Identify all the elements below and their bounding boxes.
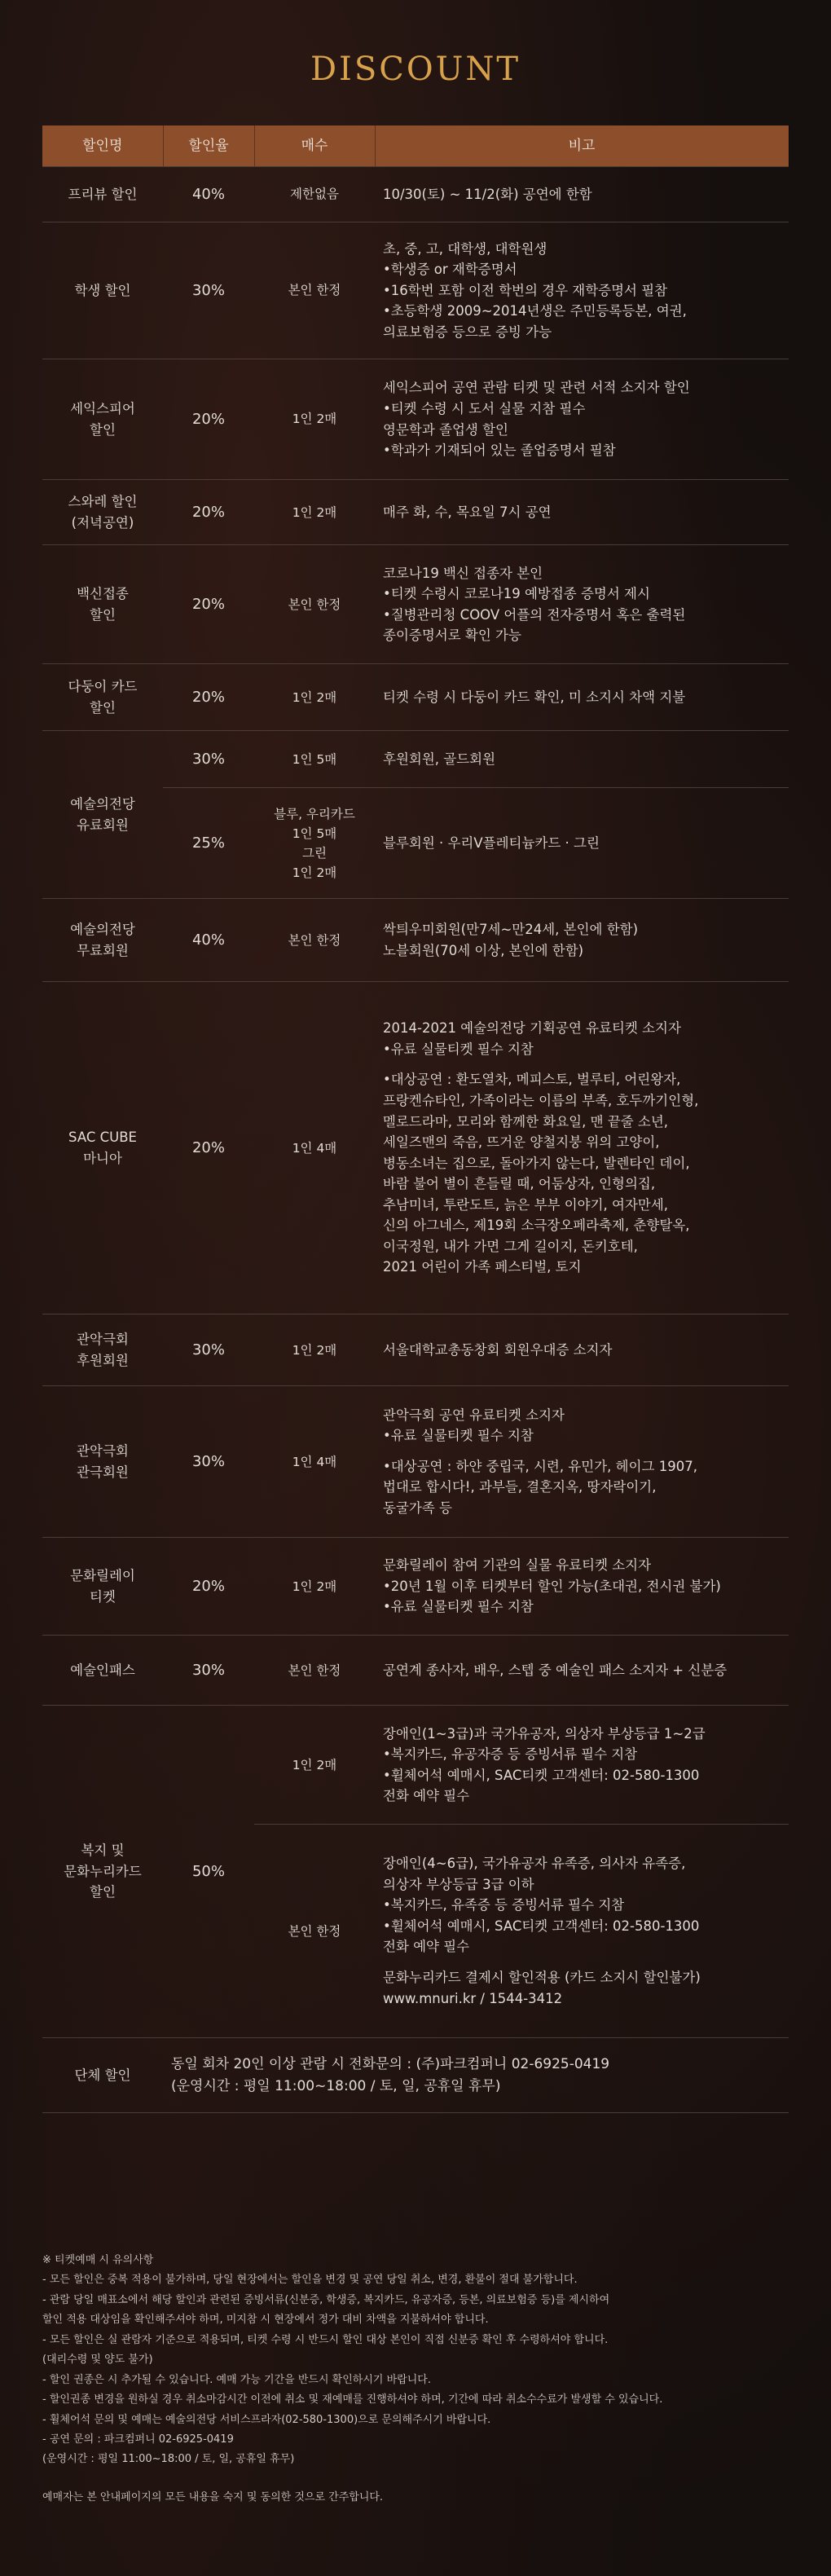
text-line: 2021 어린이 가족 페스티벌, 토지 — [383, 1259, 582, 1275]
discount-rate: 30% — [163, 1636, 254, 1706]
text-line: 세익스피어 공연 관람 티켓 및 관련 서적 소지자 할인 — [383, 380, 690, 396]
line-gap — [383, 1059, 780, 1069]
text-line: 관악극회 — [77, 1443, 129, 1460]
discount-rate: 20% — [163, 359, 254, 480]
text-line: •16학번 포함 이전 학번의 경우 재학증명서 필참 — [383, 282, 668, 298]
discount-remarks — [375, 1706, 789, 1825]
ticket-limit — [254, 788, 375, 899]
discount-rate: 20% — [163, 664, 254, 731]
text-line: 예술인패스 — [70, 1662, 135, 1678]
ticket-limit — [254, 664, 375, 731]
text-line: 블루, 우리카드 — [274, 806, 355, 821]
text-line: 1인 2매 — [292, 1342, 337, 1358]
discount-name — [42, 480, 163, 545]
text-line: 티켓 — [90, 1588, 116, 1605]
text-line: www.mnuri.kr / 1544-3412 — [383, 1990, 563, 2006]
text-line: 관악극회 — [77, 1332, 129, 1348]
ticket-limit — [254, 1706, 375, 1825]
header-name: 할인명 — [42, 125, 163, 167]
discount-rate: 50% — [163, 1706, 254, 2038]
text-line: •유료 실물티켓 필수 지참 — [383, 1599, 534, 1615]
discount-rate: 30% — [163, 222, 254, 359]
discount-remarks — [375, 664, 789, 731]
closing-statement: 예매자는 본 안내페이지의 모든 내용을 숙지 및 동의한 것으로 간주합니다. — [42, 2490, 384, 2503]
ticket-limit — [254, 359, 375, 480]
text-line: 종이증명서로 확인 가능 — [383, 627, 521, 644]
text-line: 세익스피어 — [70, 400, 135, 416]
discount-name — [42, 167, 163, 222]
text-line: 1인 2매 — [292, 689, 337, 705]
discount-rate: 40% — [163, 899, 254, 982]
table-row — [42, 731, 789, 788]
text-line: 전화 예약 필수 — [383, 1939, 470, 1955]
discount-remarks — [375, 1538, 789, 1636]
discount-name — [42, 222, 163, 359]
text-line: 후원회원, 골드회원 — [383, 751, 496, 767]
ticket-limit — [254, 1636, 375, 1706]
text-line: •학과가 기재되어 있는 졸업증명서 필참 — [383, 443, 616, 459]
text-line: 블루회원 · 우리V플레티늄카드 · 그린 — [383, 834, 600, 851]
text-line: 프리뷰 할인 — [68, 186, 138, 202]
discount-rate: 20% — [163, 982, 254, 1314]
text-line: 1인 5매 — [292, 826, 337, 841]
line-gap — [383, 1447, 780, 1456]
discount-name — [42, 1538, 163, 1636]
ticket-limit — [254, 1538, 375, 1636]
discount-name — [42, 899, 163, 982]
text-line: 이국정원, 내가 가면 그게 길이지, 돈키호테, — [383, 1238, 638, 1254]
header-remarks: 비고 — [375, 125, 789, 167]
ticket-limit — [254, 480, 375, 545]
text-line: 2014-2021 예술의전당 기획공연 유료티켓 소지자 — [383, 1020, 681, 1037]
text-line: - 할인 권종은 시 추가될 수 있습니다. 예매 가능 기간을 반드시 확인하시기 바랍니다. — [42, 2373, 431, 2386]
text-line: •휠체어석 예매시, SAC티켓 고객센터: 02-580-1300 — [383, 1918, 700, 1934]
discount-remarks — [375, 1825, 789, 2038]
discount-remarks — [163, 2038, 789, 2113]
table-row — [42, 359, 789, 480]
text-line: 예술의전당 — [70, 796, 135, 812]
table-row — [42, 1538, 789, 1636]
text-line: 관극회원 — [77, 1464, 129, 1480]
ticket-limit — [254, 731, 375, 788]
text-line: 본인 한정 — [288, 283, 341, 298]
text-line: 1인 2매 — [292, 1757, 337, 1772]
text-line: 세일즈맨의 죽음, 뜨거운 양철지붕 위의 고양이, — [383, 1134, 660, 1151]
text-line: - 휠체어석 문의 및 예매는 예술의전당 서비스프라자(02-580-1300)으로 문의해주시기 바랍니다. — [42, 2413, 491, 2426]
discount-name — [42, 664, 163, 731]
text-line: 무료회원 — [77, 942, 129, 958]
text-line: 의상자 부상등급 3급 이하 — [383, 1876, 534, 1892]
text-line: 서울대학교총동창회 회원우대증 소지자 — [383, 1341, 613, 1358]
discount-remarks — [375, 982, 789, 1314]
discount-remarks — [375, 167, 789, 222]
discount-remarks — [375, 222, 789, 359]
discount-remarks — [375, 731, 789, 788]
text-line: 1인 2매 — [292, 504, 337, 520]
text-line: 노블회원(70세 이상, 본인에 한함) — [383, 942, 584, 958]
text-line: - 공연 문의 : 파크컴퍼니 02-6925-0419 — [42, 2433, 234, 2446]
discount-name — [42, 1706, 163, 2038]
text-line: 장애인(1~3급)과 국가유공자, 의상자 부상등급 1~2급 — [383, 1725, 706, 1742]
text-line: 단체 할인 — [74, 2067, 131, 2083]
discount-name — [42, 359, 163, 480]
text-line: 영문학과 졸업생 할인 — [383, 421, 508, 438]
text-line: (운영시간 : 평일 11:00~18:00 / 토, 일, 공휴일 휴무) — [171, 2077, 501, 2094]
text-line: •유료 실물티켓 필수 지참 — [383, 1428, 534, 1444]
text-line: - 모든 할인은 실 관람자 기준으로 적용되며, 티켓 수령 시 반드시 할인 대상 본인이 직접 신분증 확인 후 수령하셔야 합니다. — [42, 2333, 609, 2346]
text-line: •대상공연 : 하얀 중립국, 시련, 유민가, 헤이그 1907, — [383, 1458, 697, 1474]
text-line: 1인 2매 — [292, 412, 337, 427]
text-line: 티켓 수령 시 다둥이 카드 확인, 미 소지시 차액 지불 — [383, 689, 686, 705]
text-line: (대리수령 및 양도 불가) — [42, 2354, 153, 2367]
text-line: 10/30(토) ~ 11/2(화) 공연에 한함 — [383, 186, 592, 202]
text-line: 그린 — [302, 845, 327, 861]
discount-remarks — [375, 788, 789, 899]
text-line: •유료 실물티켓 필수 지참 — [383, 1041, 534, 1057]
ticket-limit — [254, 982, 375, 1314]
text-line: 백신접종 — [77, 586, 129, 602]
discount-table — [42, 125, 789, 2113]
discount-rate: 25% — [163, 788, 254, 899]
text-line: 학생 할인 — [74, 282, 131, 298]
text-line: •티켓 수령 시 도서 실물 지참 필수 — [383, 400, 586, 416]
discount-rate: 30% — [163, 731, 254, 788]
text-line: 문화릴레이 — [70, 1568, 135, 1584]
discount-name — [42, 731, 163, 899]
table-row — [42, 1314, 789, 1386]
text-line: 예술의전당 — [70, 922, 135, 938]
discount-remarks — [375, 1636, 789, 1706]
text-line: 초, 중, 고, 대학생, 대학원생 — [383, 240, 547, 257]
table-row — [42, 167, 789, 222]
text-line: 싹틔우미회원(만7세~만24세, 본인에 한함) — [383, 922, 639, 938]
ticket-limit — [254, 1825, 375, 2038]
text-line: 1인 4매 — [292, 1454, 337, 1469]
text-line: 공연계 종사자, 배우, 스텝 중 예술인 패스 소지자 + 신분증 — [383, 1662, 728, 1678]
table-row — [42, 982, 789, 1314]
text-line: 1인 2매 — [292, 1579, 337, 1594]
text-line: 유료회원 — [77, 817, 129, 833]
text-line: •복지카드, 유공자증 등 증빙서류 필수 지참 — [383, 1746, 638, 1763]
text-line: 바람 불어 별이 흔들릴 때, 어둠상자, 인형의집, — [383, 1176, 656, 1192]
discount-remarks — [375, 480, 789, 545]
text-line: 법대로 합시다!, 과부들, 결혼지옥, 땅자락이기, — [383, 1479, 657, 1495]
text-line: •복지카드, 유족증 등 증빙서류 필수 지참 — [383, 1897, 625, 1913]
text-line: 문화누리카드 결제시 할인적용 (카드 소지시 할인불가) — [383, 1969, 701, 1985]
header-rate: 할인율 — [163, 125, 254, 167]
table-row — [42, 1636, 789, 1706]
text-line: 할인 — [90, 606, 116, 623]
text-line: 본인 한정 — [288, 1662, 341, 1678]
text-line: 프랑켄슈타인, 가족이라는 이름의 부족, 호두까기인형, — [383, 1092, 699, 1108]
text-line: •휠체어석 예매시, SAC티켓 고객센터: 02-580-1300 — [383, 1767, 700, 1783]
text-line: 신의 아그네스, 제19회 소극장오페라축제, 춘향탈옥, — [383, 1218, 690, 1234]
text-line: 추남미녀, 투란도트, 늙은 부부 이야기, 여자만세, — [383, 1196, 669, 1213]
text-line: 전화 예약 필수 — [383, 1788, 470, 1804]
discount-name — [42, 1636, 163, 1706]
text-line: •학생증 or 재학증명서 — [383, 262, 517, 278]
discount-remarks — [375, 545, 789, 664]
discount-remarks — [375, 359, 789, 480]
discount-rate: 20% — [163, 545, 254, 664]
discount-rate: 20% — [163, 1538, 254, 1636]
text-line: 제한없음 — [290, 187, 339, 202]
discount-rate: 30% — [163, 1314, 254, 1386]
table-row — [42, 1706, 789, 1825]
text-line: 1인 4매 — [292, 1140, 337, 1156]
table-header-row — [42, 125, 789, 167]
discount-name — [42, 2038, 163, 2113]
text-line: 본인 한정 — [288, 597, 341, 612]
text-line: •초등학생 2009~2014년생은 주민등록등본, 여권, — [383, 303, 687, 319]
table-row — [42, 664, 789, 731]
line-gap — [383, 1957, 780, 1967]
text-line: 동일 회차 20인 이상 관람 시 전화문의 : (주)파크컴퍼니 02-6925-0419 — [171, 2056, 610, 2073]
text-line: 후원회원 — [77, 1352, 129, 1368]
text-line: SAC CUBE — [68, 1129, 137, 1146]
text-line: 스와레 할인 — [68, 494, 138, 509]
text-line: 할인 — [90, 1884, 116, 1900]
text-line: 관악극회 공연 유료티켓 소지자 — [383, 1407, 565, 1423]
header-quantity: 매수 — [254, 125, 375, 167]
text-line: 할인 적용 대상임을 확인해주셔야 하며, 미지참 시 현장에서 정가 대비 차액을 지불하셔야 합니다. — [42, 2314, 489, 2327]
discount-remarks — [375, 1314, 789, 1386]
table-row — [42, 899, 789, 982]
text-line: •티켓 수령시 코로나19 예방접종 증명서 제시 — [383, 586, 650, 602]
discount-name — [42, 1314, 163, 1386]
discount-rate: 30% — [163, 1386, 254, 1538]
text-line: •20년 1월 이후 티켓부터 할인 가능(초대권, 전시권 불가) — [383, 1578, 721, 1594]
text-line: 문화릴레이 참여 기관의 실물 유료티켓 소지자 — [383, 1557, 652, 1574]
text-line: •대상공연 : 환도열차, 메피스토, 벌루티, 어린왕자, — [383, 1072, 681, 1088]
text-line: 멜로드라마, 모리와 함께한 화요일, 맨 끝줄 소년, — [383, 1113, 669, 1129]
text-line: 문화누리카드 — [64, 1863, 142, 1879]
text-line: 1인 5매 — [292, 751, 337, 767]
discount-name — [42, 1386, 163, 1538]
text-line: (저녁공연) — [71, 514, 134, 531]
text-line: 할인 — [90, 421, 116, 438]
text-line: 코로나19 백신 접종자 본인 — [383, 565, 543, 581]
text-line: 본인 한정 — [288, 1923, 341, 1939]
table-row — [42, 480, 789, 545]
ticket-limit — [254, 222, 375, 359]
ticket-limit — [254, 545, 375, 664]
text-line: 1인 2매 — [292, 865, 337, 880]
text-line: 병동소녀는 집으로, 돌아가지 않는다, 발렌타인 데이, — [383, 1155, 690, 1171]
table-row — [42, 545, 789, 664]
discount-name — [42, 982, 163, 1314]
text-line: 장애인(4~6급), 국가유공자 유족증, 의사자 유족증, — [383, 1856, 686, 1872]
discount-rate: 40% — [163, 167, 254, 222]
discount-remarks — [375, 899, 789, 982]
text-line: (운영시간 : 평일 11:00~18:00 / 토, 일, 공휴일 휴무) — [42, 2453, 295, 2466]
text-line: 본인 한정 — [288, 932, 341, 948]
text-line: 할인 — [90, 699, 116, 716]
text-line: 마니아 — [83, 1150, 122, 1166]
booking-notes — [42, 2251, 789, 2508]
text-line: 매주 화, 수, 목요일 7시 공연 — [383, 504, 552, 520]
ticket-limit — [254, 167, 375, 222]
ticket-limit — [254, 1386, 375, 1538]
ticket-limit — [254, 899, 375, 982]
text-line: 동굴가족 등 — [383, 1499, 452, 1516]
page-title: DISCOUNT — [310, 51, 521, 88]
text-line: - 관람 당일 매표소에서 해당 할인과 관련된 증빙서류(신분증, 학생증, 복지카드, 유공자증, 등본, 의료보험증 등)를 제시하여 — [42, 2293, 610, 2306]
text-line: ※ 티켓예매 시 유의사항 — [42, 2254, 154, 2266]
table-row — [42, 1386, 789, 1538]
text-line: - 모든 할인은 중복 적용이 불가하며, 당일 현장에서는 할인을 변경 및 공연 당일 취소, 변경, 환불이 절대 불가합니다. — [42, 2274, 578, 2287]
ticket-limit — [254, 1314, 375, 1386]
text-line: 다둥이 카드 — [68, 679, 138, 695]
table-row — [42, 222, 789, 359]
discount-remarks — [375, 1386, 789, 1538]
discount-name — [42, 545, 163, 664]
text-line: - 할인권종 변경을 원하실 경우 취소마감시간 이전에 취소 및 재예매를 진행하셔야 하며, 기간에 따라 취소수수료가 발생할 수 있습니다. — [42, 2393, 663, 2406]
text-line: 의료보험증 등으로 증빙 가능 — [383, 324, 552, 340]
table-row — [42, 2038, 789, 2113]
text-line: 복지 및 — [81, 1843, 125, 1859]
text-line: •질병관리청 COOV 어플의 전자증명서 혹은 출력된 — [383, 606, 686, 623]
discount-rate: 20% — [163, 480, 254, 545]
notes-list — [42, 2251, 789, 2470]
